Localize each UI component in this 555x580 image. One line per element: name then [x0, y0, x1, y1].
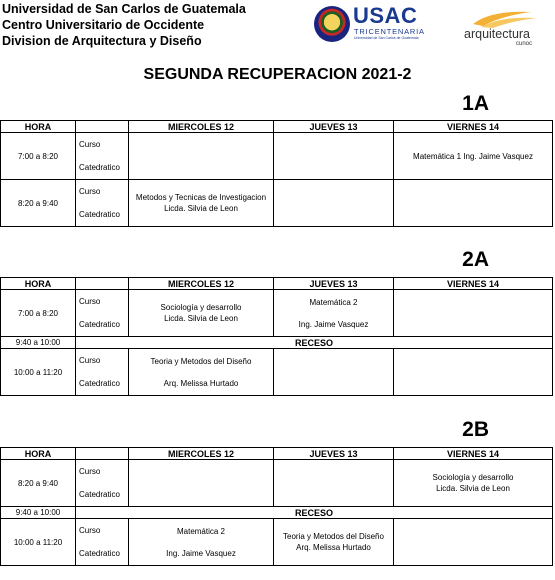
row-labels [76, 519, 129, 566]
table-row [1, 290, 553, 337]
column-header-viernes: VIERNES 14 [394, 121, 553, 133]
course-cell-jueves [274, 460, 394, 507]
row-labels [76, 180, 129, 227]
column-header-viernes: VIERNES 14 [394, 448, 553, 460]
catedratico-label: Catedratico [79, 210, 120, 219]
catedratico-label: Catedratico [79, 320, 120, 329]
course-cell-viernes [394, 519, 553, 566]
schedule-table-2a [0, 277, 553, 396]
row-labels [76, 349, 129, 396]
column-header-jueves: JUEVES 13 [274, 278, 394, 290]
section-label-1a: 1A [462, 92, 489, 115]
course-cell-miercoles [129, 460, 274, 507]
table-header-row [1, 278, 553, 290]
column-header-miercoles: MIERCOLES 12 [129, 121, 274, 133]
column-header-jueves: JUEVES 13 [274, 121, 394, 133]
column-header-viernes: VIERNES 14 [394, 278, 553, 290]
usac-logo [314, 3, 425, 46]
recess-row [1, 507, 553, 519]
course-cell-jueves: Matemática 2 Ing. Jaime Vasquez [274, 290, 394, 337]
course-cell-viernes [394, 290, 553, 337]
recess-label: RECESO [76, 337, 553, 349]
recess-time: 9:40 a 10:00 [1, 337, 76, 349]
recess-row [1, 337, 553, 349]
time-slot: 8:20 a 9:40 [1, 180, 76, 227]
time-slot: 7:00 a 8:20 [1, 133, 76, 180]
column-header-label [76, 278, 129, 290]
arquitectura-logo-text: arquitectura [464, 27, 531, 41]
curso-label: Curso [79, 187, 101, 196]
course-cell-miercoles: Sociología y desarrollo Licda. Silvia de Leon [129, 290, 274, 337]
course-cell-viernes: Matemática 1 Ing. Jaime Vasquez [394, 133, 553, 180]
course-cell-miercoles: Matemática 2 Ing. Jaime Vasquez [129, 519, 274, 566]
curso-label: Curso [79, 297, 101, 306]
course-cell-jueves [274, 133, 394, 180]
column-header-jueves: JUEVES 13 [274, 448, 394, 460]
division-name: Division de Arquitectura y Diseño [2, 34, 202, 48]
arquitectura-logo-subtext: cunoc [516, 41, 533, 47]
table-row [1, 460, 553, 507]
table-row [1, 519, 553, 566]
time-slot: 10:00 a 11:20 [1, 349, 76, 396]
catedratico-label: Catedratico [79, 379, 120, 388]
column-header-hora: HORA [1, 278, 76, 290]
course-cell-jueves: Teoria y Metodos del Diseño Arq. Melissa Hurtado [274, 519, 394, 566]
time-slot: 8:20 a 9:40 [1, 460, 76, 507]
course-cell-miercoles: Metodos y Tecnicas de Investigacion Licda. Silvia de Leon [129, 180, 274, 227]
arquitectura-swoosh-icon [471, 8, 541, 28]
curso-label: Curso [79, 356, 101, 365]
table-header-row [1, 448, 553, 460]
institution-header [2, 1, 246, 49]
column-header-miercoles: MIERCOLES 12 [129, 278, 274, 290]
column-header-miercoles: MIERCOLES 12 [129, 448, 274, 460]
course-cell-miercoles [129, 133, 274, 180]
course-cell-jueves [274, 180, 394, 227]
column-header-label [76, 121, 129, 133]
usac-seal-icon [314, 6, 350, 42]
column-header-hora: HORA [1, 448, 76, 460]
table-row [1, 180, 553, 227]
row-labels [76, 460, 129, 507]
course-cell-viernes [394, 349, 553, 396]
catedratico-label: Catedratico [79, 549, 120, 558]
usac-logo-text: USAC [353, 3, 418, 28]
column-header-hora: HORA [1, 121, 76, 133]
curso-label: Curso [79, 467, 101, 476]
time-slot: 10:00 a 11:20 [1, 519, 76, 566]
schedule-table-1a [0, 120, 553, 227]
arquitectura-logo [463, 8, 553, 48]
column-header-label [76, 448, 129, 460]
table-row [1, 349, 553, 396]
row-labels [76, 290, 129, 337]
page-title: SEGUNDA RECUPERACION 2021-2 [143, 66, 412, 83]
table-header-row [1, 121, 553, 133]
course-cell-miercoles: Teoria y Metodos del Diseño Arq. Melissa Hurtado [129, 349, 274, 396]
table-row [1, 133, 553, 180]
recess-label: RECESO [76, 507, 553, 519]
catedratico-label: Catedratico [79, 163, 120, 172]
recess-time: 9:40 a 10:00 [1, 507, 76, 519]
course-cell-jueves [274, 349, 394, 396]
section-label-2b: 2B [462, 418, 489, 441]
university-name: Universidad de San Carlos de Guatemala [2, 2, 246, 16]
curso-label: Curso [79, 526, 101, 535]
curso-label: Curso [79, 140, 101, 149]
course-cell-viernes: Sociología y desarrollo Licda. Silvia de Leon [394, 460, 553, 507]
course-cell-viernes [394, 180, 553, 227]
catedratico-label: Catedratico [79, 490, 120, 499]
usac-logo-subtext: TRICENTENARIA [354, 27, 425, 36]
row-labels [76, 133, 129, 180]
section-label-2a: 2A [462, 248, 489, 271]
center-name: Centro Universitario de Occidente [2, 18, 205, 32]
usac-logo-tiny-text: Universidad de San Carlos de Guatemala [354, 36, 419, 40]
time-slot: 7:00 a 8:20 [1, 290, 76, 337]
schedule-table-2b [0, 447, 553, 566]
